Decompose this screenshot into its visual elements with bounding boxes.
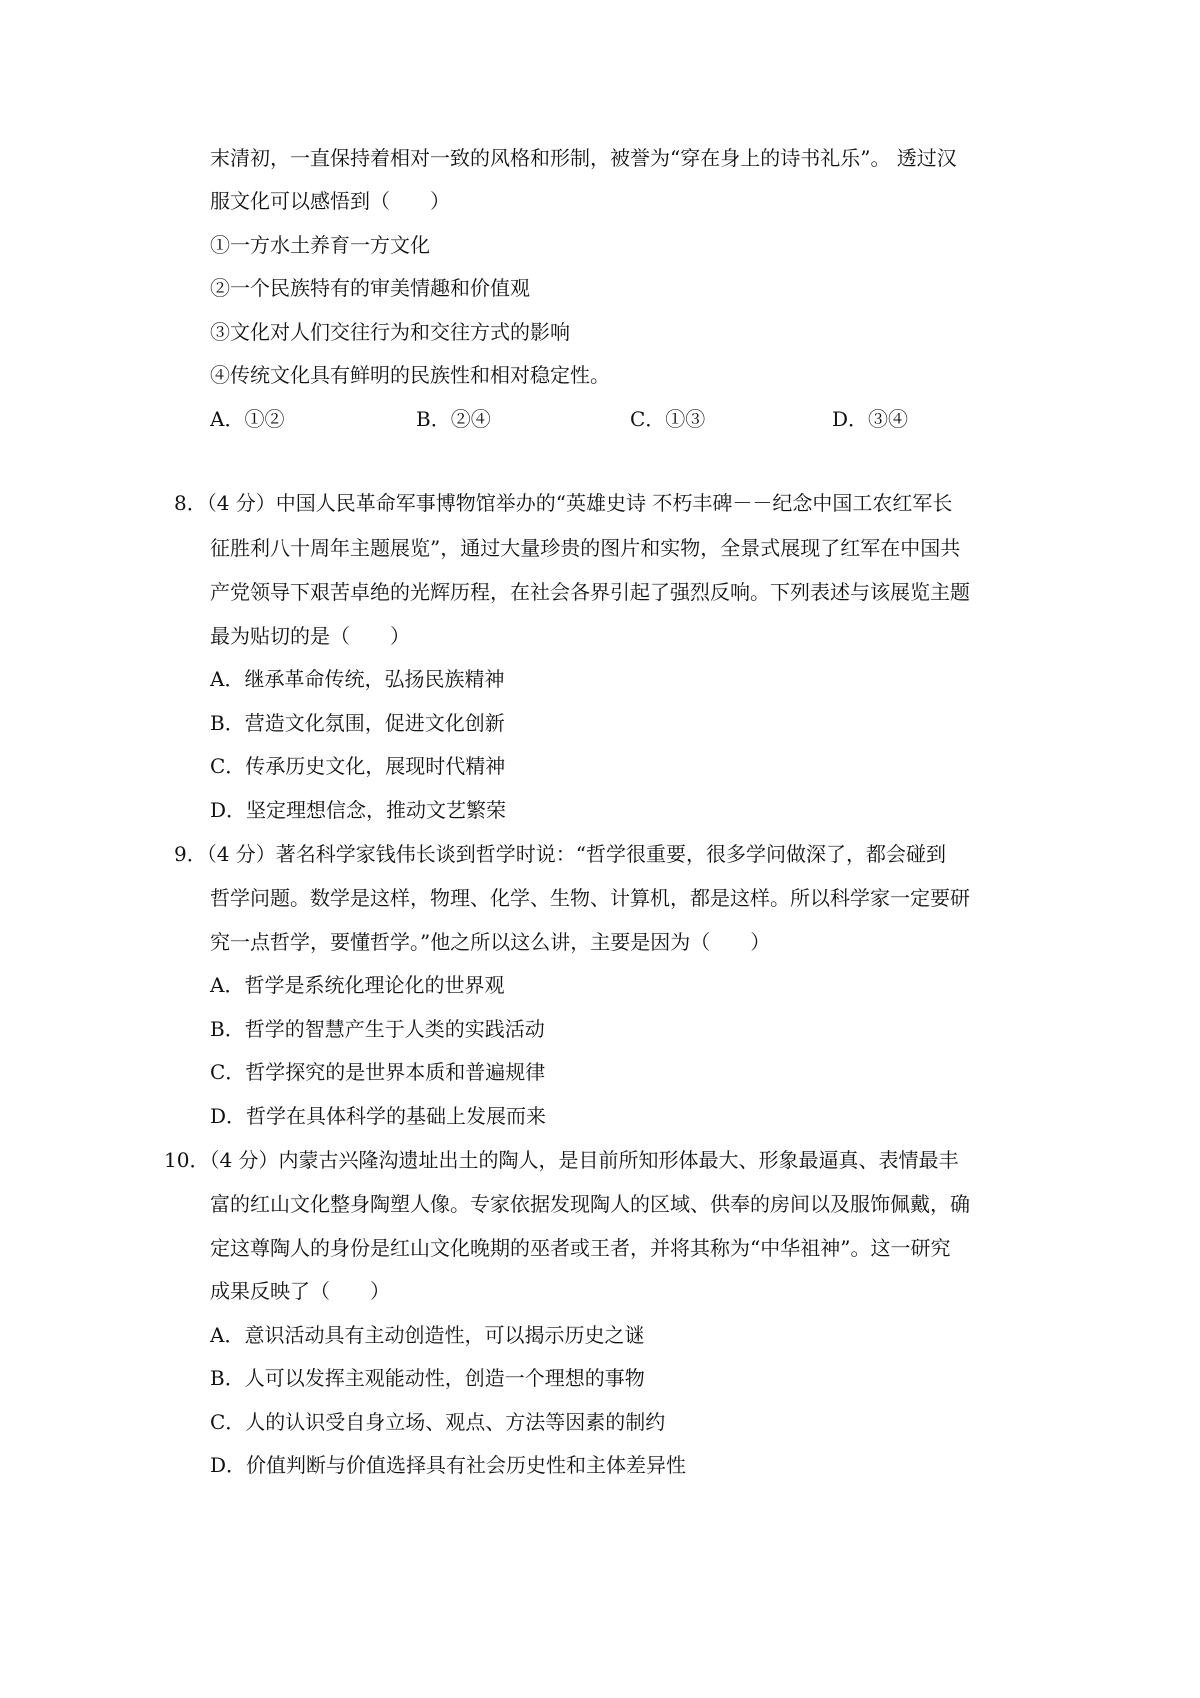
q10-option-c: C．人的认识受自身立场、观点、方法等因素的制约 <box>210 1410 666 1434</box>
q7-option-d: D．③④ <box>832 407 909 431</box>
q8-option-d: D．坚定理想信念，推动文艺繁荣 <box>210 798 507 822</box>
q8-stem-line-2: 征胜利八十周年主题展览”，通过大量珍贵的图片和实物，全景式展现了红军在中国共 <box>210 536 961 560</box>
q8-option-b: B．营造文化氛围，促进文化创新 <box>210 711 505 735</box>
q10-stem-line-1: 10．（4 分）内蒙古兴隆沟遗址出土的陶人，是目前所知形体最大、形象最逼真、表情最丰 <box>164 1148 959 1172</box>
q9-stem-line-1: 9．（4 分）著名科学家钱伟长谈到哲学时说：“哲学很重要，很多学问做深了，都会碰到 <box>174 842 947 866</box>
q8-option-c: C．传承历史文化，展现时代精神 <box>210 754 506 778</box>
q10-stem-line-2: 富的红山文化整身陶塑人像。专家依据发现陶人的区域、供奉的房间以及服饰佩戴，确 <box>210 1192 970 1216</box>
q10-option-a: A．意识活动具有主动创造性，可以揭示历史之谜 <box>210 1323 645 1347</box>
q9-option-d: D．哲学在具体科学的基础上发展而来 <box>210 1104 547 1128</box>
q10-stem-line-3: 定这尊陶人的身份是红山文化晚期的巫者或王者，并将其称为“中华祖神”。这一研究 <box>210 1236 951 1260</box>
q7-statement-2: ②一个民族特有的审美情趣和价值观 <box>210 276 530 300</box>
q8-stem-line-1: 8．（4 分）中国人民革命军事博物馆举办的“英雄史诗 不朽丰碑－－纪念中国工农红军长 <box>174 491 953 515</box>
q10-option-d: D．价值判断与价值选择具有社会历史性和主体差异性 <box>210 1453 687 1477</box>
q9-option-a: A．哲学是系统化理论化的世界观 <box>210 973 505 997</box>
q9-option-c: C．哲学探究的是世界本质和普遍规律 <box>210 1060 546 1084</box>
q7-statement-3: ③文化对人们交往行为和交往方式的影响 <box>210 320 570 344</box>
q7-option-c: C．①③ <box>630 407 706 431</box>
q7-option-a: A．①② <box>210 407 285 431</box>
q7-option-b: B．②④ <box>416 407 491 431</box>
q8-option-a: A．继承革命传统，弘扬民族精神 <box>210 667 505 691</box>
q7-statement-4: ④传统文化具有鲜明的民族性和相对稳定性。 <box>210 363 610 387</box>
q9-stem-line-3: 究一点哲学，要懂哲学。”他之所以这么讲，主要是因为（ ） <box>210 930 771 954</box>
q9-stem-line-2: 哲学问题。数学是这样，物理、化学、生物、计算机，都是这样。所以科学家一定要研 <box>210 886 970 910</box>
q9-option-b: B．哲学的智慧产生于人类的实践活动 <box>210 1017 545 1041</box>
q7-stem-line-2: 服文化可以感悟到（ ） <box>210 189 450 213</box>
q8-stem-line-3: 产党领导下艰苦卓绝的光辉历程，在社会各界引起了强烈反响。下列表述与该展览主题 <box>210 580 970 604</box>
q10-option-b: B．人可以发挥主观能动性，创造一个理想的事物 <box>210 1366 645 1390</box>
q7-statement-1: ①一方水土养育一方文化 <box>210 233 430 257</box>
q8-stem-line-4: 最为贴切的是（ ） <box>210 624 410 648</box>
q10-stem-line-4: 成果反映了（ ） <box>210 1279 390 1303</box>
q7-stem-line-1: 末清初，一直保持着相对一致的风格和形制，被誉为“穿在身上的诗书礼乐”。 透过汉 <box>210 146 957 170</box>
